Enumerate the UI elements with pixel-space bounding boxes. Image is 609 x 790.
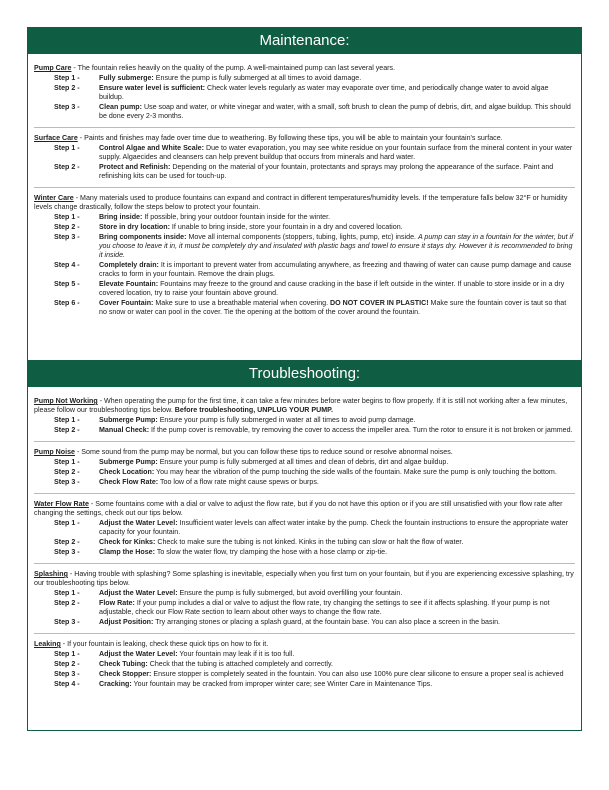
pump-not-working-title: Pump Not Working bbox=[34, 397, 98, 405]
winter-care-step-6: Step 6 - Cover Fountain: Make sure to use a breathable material when covering. DO NOT COVER IN PLASTIC! Make sure the fountain cover is taut so that no snow or water can pool in the cover. Tie the opening at the bottom of the cover around the fountain. bbox=[54, 299, 567, 316]
surface-care-step-1: Step 1 - Control Algae and White Scale: Due to water evaporation, you may see white residue on your fountain surface from the mineral content in your water supply. Algaecides and cleansers can help prevent buildup that occurs from minerals and hard water. bbox=[54, 144, 573, 161]
pump-noise-section: Pump Noise - Some sound from the pump may be normal, but you can follow these tips to reduce sound or resolve abnormal noises. Step 1 - Submerge Pump: Ensure your pump is fully submerged at all times and clean of debris, dirt and algae buildup. Step 2 - Check Location: You may hear the vibration of the pump touching the side walls of the fountain. Make sure the pump is only touching the bottom. Step 3 - Check Flow Rate: Too low of a flow rate might cause spews or burps. bbox=[34, 448, 575, 487]
leaking-step-1: Step 1 - Adjust the Water Level: Your fountain may leak if it is too full. bbox=[54, 650, 295, 658]
divider bbox=[34, 563, 575, 564]
surface-care-section bbox=[34, 134, 575, 181]
divider bbox=[34, 127, 575, 128]
water-flow-rate-section: Water Flow Rate - Some fountains come with a dial or valve to adjust the flow rate, but if you do not have this option or if you are still unsatisfied with your flow rate after changing the settings, check out our tips below. Step 1 - Adjust the Water Level: Insufficient water levels can affect water intake by the pump. Check the fountain instructions to ensure the appropriate water capacity for your fountain. Step 2 - Check for Kinks: Check to make sure the tubing is not kinked. Kinks in the tubing can slow or halt the flow of water. Step 3 - Clamp the Hose: To slow the water flow, try clamping the hose with a hose clamp or zip-tie. bbox=[34, 500, 575, 557]
leaking-title: Leaking bbox=[34, 640, 61, 648]
divider bbox=[34, 187, 575, 188]
splashing-step-3: Step 3 - Adjust Position: Try arranging stones or placing a splash guard, at the fountain base. You can also place a screen in the basin. bbox=[54, 618, 501, 626]
splashing-section: Splashing - Having trouble with splashing? Some splashing is inevitable, especially when you first turn on your fountain, but if you are experiencing excessive splashing, try our troubleshooting tips below. Step 1 - Adjust the Water Level: Ensure the pump is fully submerged, but avoid overfilling your fountain. Step 2 - Flow Rate: If your pump includes a dial or valve to adjust the flow rate, try changing the settings to see if it affects splashing. If your pump is not adjustable, check our Flow Rate section to learn about other ways to change the flow rate. Step 3 - Adjust Position: Try arranging stones or placing a splash guard, at the fountain base. You can also place a screen in the basin. bbox=[34, 570, 574, 626]
splashing-title: Splashing bbox=[34, 570, 68, 578]
water-flow-rate-step-1: Step 1 - Adjust the Water Level: Insufficient water levels can affect water intake by the pump. Check the fountain instructions to ensure the appropriate water capacity for your fountain. bbox=[54, 519, 569, 536]
pump-not-working-section: Pump Not Working - When operating the pump for the first time, it can take a few minutes before water begins to flow properly. If it is still not working after a few minutes, please follow our troubleshooting tips below. Before troubleshooting, UNPLUG YOUR PUMP. Step 1 - Submerge Pump: Ensure your pump is fully submerged in water at all times to avoid pump damage. Step 2 - Manual Check: If the pump cover is removable, try removing the cover to access the impeller area. Turn the rotor to ensure it is not broken or jammed. bbox=[34, 397, 575, 435]
surface-care-step-2: Step 2 - Protect and Refinish: Depending on the material of your fountain, protectants and sprays may prolong the appearance of the surface. Paint and refinishing kits can be used for touch-up. bbox=[54, 163, 554, 180]
winter-care-title: Winter Care bbox=[34, 194, 74, 202]
splashing-step-2: Step 2 - Flow Rate: If your pump includes a dial or valve to adjust the flow rate, try changing the settings to see if it affects splashing. If your pump is not adjustable, check our Flow Rate section to learn about other ways to change the flow rate. bbox=[54, 599, 550, 616]
splashing-step-1: Step 1 - Adjust the Water Level: Ensure the pump is fully submerged, but avoid overfilling your fountain. bbox=[54, 589, 403, 597]
leaking-step-3: Step 3 - Check Stopper: Ensure stopper is completely seated in the fountain. You can also use 100% pure clear silicone to ensure a proper seal is achieved bbox=[54, 670, 564, 678]
troubleshooting-panel bbox=[27, 360, 582, 731]
pump-care-intro: - The fountain relies heavily on the quality of the pump. A well-maintained pump can last several years. bbox=[71, 64, 396, 72]
divider bbox=[34, 633, 575, 634]
pump-care-step-2: Step 2 - Ensure water level is sufficient: Check water levels regularly as water may evaporate over time, and periodically change water to avoid algae buildup. bbox=[54, 84, 549, 101]
pump-noise-step-2: Step 2 - Check Location: You may hear the vibration of the pump touching the side walls of the fountain. Make sure the pump is only touching the bottom. bbox=[54, 468, 557, 476]
leaking-step-4: Step 4 - Cracking: Your fountain may be cracked from improper winter care; see Winter Care in Maintenance Tips. bbox=[54, 680, 433, 688]
pump-care-section bbox=[34, 64, 575, 121]
unplug-warning: Before troubleshooting, UNPLUG YOUR PUMP. bbox=[174, 406, 333, 414]
leaking-step-2: Step 2 - Check Tubing: Check that the tubing is attached completely and correctly. bbox=[54, 660, 333, 668]
pump-not-working-step-1: Step 1 - Submerge Pump: Ensure your pump is fully submerged in water at all times to avoid pump damage. bbox=[54, 416, 416, 424]
winter-care-step-1: Step 1 - Bring inside: If possible, bring your outdoor fountain inside for the winter. bbox=[54, 213, 331, 221]
winter-care-step-3: Step 3 - Bring components inside: Move all internal components (stoppers, tubing, lights, pump, etc) inside. A pump can stay in a fountain for the winter, but if you choose to leave it in, it must be completely dry and insulated with plastic bags and towel to ensure it stays dry. However it is recommended to bring it inside. bbox=[54, 233, 574, 259]
pump-not-working-step-2: Step 2 - Manual Check: If the pump cover is removable, try removing the cover to access the impeller area. Turn the rotor to ensure it is not broken or jammed. bbox=[54, 426, 573, 434]
pump-care-step-3: Step 3 - Clean pump: Use soap and water, or white vinegar and water, with a small, soft brush to clean the pump of debris, dirt, and algae buildup. This should be done every 2-3 months. bbox=[54, 103, 571, 120]
pump-care-title: Pump Care bbox=[34, 64, 72, 72]
surface-care-intro: - Paints and finishes may fade over time due to weathering. By following these tips, you will be able to maintain your fountain's surface. bbox=[77, 134, 503, 142]
winter-care-step-5: Step 5 - Elevate Fountain: Fountains may freeze to the ground and cause cracking in the base if left outside in the winter. If unable to store inside or in a dry covered location, try to raise your fountain above ground. bbox=[54, 280, 565, 297]
pump-noise-step-1: Step 1 - Submerge Pump: Ensure your pump is fully submerged at all times and clean of debris, dirt and algae buildup. bbox=[54, 458, 449, 466]
divider bbox=[34, 493, 575, 494]
water-flow-rate-step-3: Step 3 - Clamp the Hose: To slow the water flow, try clamping the hose with a hose clamp or zip-tie. bbox=[54, 548, 388, 556]
maintenance-panel bbox=[27, 27, 582, 375]
surface-care-title: Surface Care bbox=[34, 134, 78, 142]
water-flow-rate-step-2: Step 2 - Check for Kinks: Check to make sure the tubing is not kinked. Kinks in the tubing can slow or halt the flow of water. bbox=[54, 538, 464, 546]
pump-care-step-1: Step 1 - Fully submerge: Ensure the pump is fully submerged at all times to avoid damage. bbox=[54, 74, 362, 82]
maintenance-heading: Maintenance: bbox=[28, 28, 581, 54]
water-flow-rate-title: Water Flow Rate bbox=[34, 500, 89, 508]
winter-care-step-4: Step 4 - Completely drain: It is important to prevent water from accumulating anywhere, as freezing and thawing of water can cause pump damage and cause cracks to form in your fountain. Remove the drain plugs. bbox=[54, 261, 572, 278]
troubleshooting-heading: Troubleshooting: bbox=[28, 361, 581, 387]
pump-noise-step-3: Step 3 - Check Flow Rate: Too low of a flow rate might cause spews or burps. bbox=[54, 478, 319, 486]
winter-care-step-2: Step 2 - Store in dry location: If unable to bring inside, store your fountain in a dry and covered location. bbox=[54, 223, 403, 231]
pump-noise-title: Pump Noise bbox=[34, 448, 75, 456]
leaking-section: Leaking - If your fountain is leaking, check these quick tips on how to fix it. Step 1 - Adjust the Water Level: Your fountain may leak if it is too full. Step 2 - Check Tubing: Check that the tubing is attached completely and correctly. Step 3 - Check Stopper: Ensure stopper is completely seated in the fountain. You can also use 100% pure clear silicone to ensure a proper seal is achieved Step 4 - Cracking: Your fountain may be cracked from improper winter care; see Winter Care in Maintenance Tips. bbox=[34, 640, 575, 689]
winter-care-section bbox=[34, 194, 575, 317]
winter-care-intro: - Many materials used to produce fountains can expand and contract in different temperatures/humidity levels. If the temperature falls below 32°F or humidity levels change drastically, follow the steps below to protect your fountain. bbox=[34, 194, 568, 211]
divider bbox=[34, 441, 575, 442]
